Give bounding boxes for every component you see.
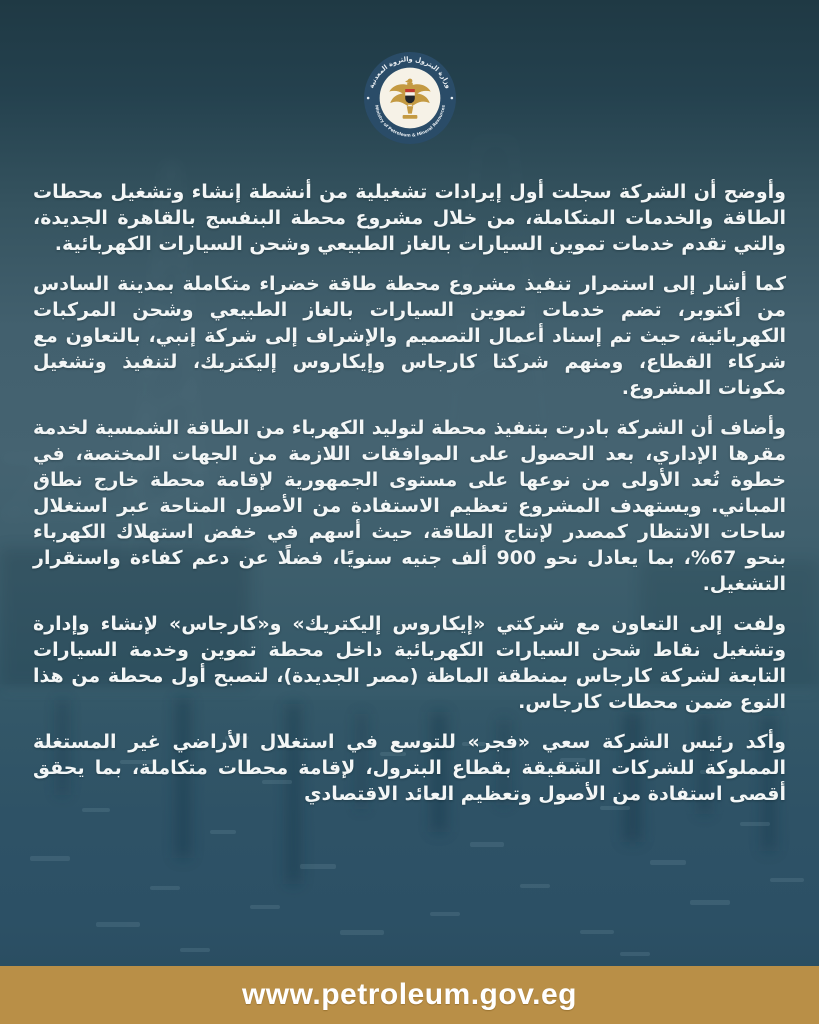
- website-url: www.petroleum.gov.eg: [241, 978, 578, 1011]
- paragraph-3: وأضاف أن الشركة بادرت بتنفيذ محطة لتوليد الكهرباء من الطاقة الشمسية لخدمة مقرها الإداري، بعد الحصول على الموافقات اللازمة من الجهات المختصة، في خطوة تُعد الأولى من نوعها على مستوى الجمهورية لإقامة محطة خارج نطاق المباني. ويستهدف المشروع تعظيم الاستفادة من الأصول المتاحة عبر استغلال ساحات الانتظار كمصدر لإنتاج الطاقة، حيث أسهم في خفض استهلاك الكهرباء بنحو 67%، بما يعادل نحو 900 ألف جنيه سنويًا، فضلًا عن دعم كفاءة واستقرار التشغيل.: [33, 417, 786, 595]
- paragraph-4: ولفت إلى التعاون مع شركتي «إيكاروس إليكتريك» و«كارجاس» لإنشاء وإدارة وتشغيل نقاط شحن السيارات الكهربائية داخل محطة تموين وخدمة السيارات التابعة لشركة كارجاس بمنطقة الماظة (مصر الجديدة)، لتصبح أول محطة من هذا النوع ضمن محطات كارجاس.: [33, 613, 786, 713]
- ministry-logo: [364, 52, 456, 144]
- flag-shield: [404, 88, 416, 105]
- logo-ring-text-arabic: وزارة البترول والثروة المعدنية: [366, 55, 453, 90]
- ring-separator-dot: [366, 97, 369, 100]
- ring-separator-dot: [450, 97, 453, 100]
- footer-bar: [0, 966, 819, 1024]
- paragraph-2: كما أشار إلى استمرار تنفيذ مشروع محطة طاقة خضراء متكاملة بمدينة السادس من أكتوبر، تضم خدمات تموين السيارات بالغاز الطبيعي وشحن المركبات الكهربائية، حيث تم إسناد أعمال التصميم والإشراف إلى شركة إنبي، بالتعاون مع شركاء القطاع، ومنهم شركتا كارجاس وإيكاروس إليكتريك، لتنفيذ وتشغيل مكونات المشروع.: [33, 273, 786, 399]
- logo-ring-text-english: Ministry of Petroleum & Mineral Resources: [373, 104, 446, 138]
- paragraph-1: وأوضح أن الشركة سجلت أول إيرادات تشغيلية من أنشطة إنشاء وتشغيل محطات الطاقة والخدمات المتكاملة، من خلال مشروع محطة البنفسج بالقاهرة الجديدة، والتي تقدم خدمات تموين السيارات بالغاز الطبيعي وشحن السيارات الكهربائية.: [33, 181, 786, 255]
- article-body: [33, 179, 786, 807]
- paragraph-5: وأكد رئيس الشركة سعي «فجر» للتوسع في استغلال الأراضي غير المستغلة المملوكة للشركات الشقيقة بقطاع البترول، لإقامة محطات متكاملة، بما يحقق أقصى استفادة من الأصول وتعظيم العائد الاقتصادي: [33, 731, 786, 805]
